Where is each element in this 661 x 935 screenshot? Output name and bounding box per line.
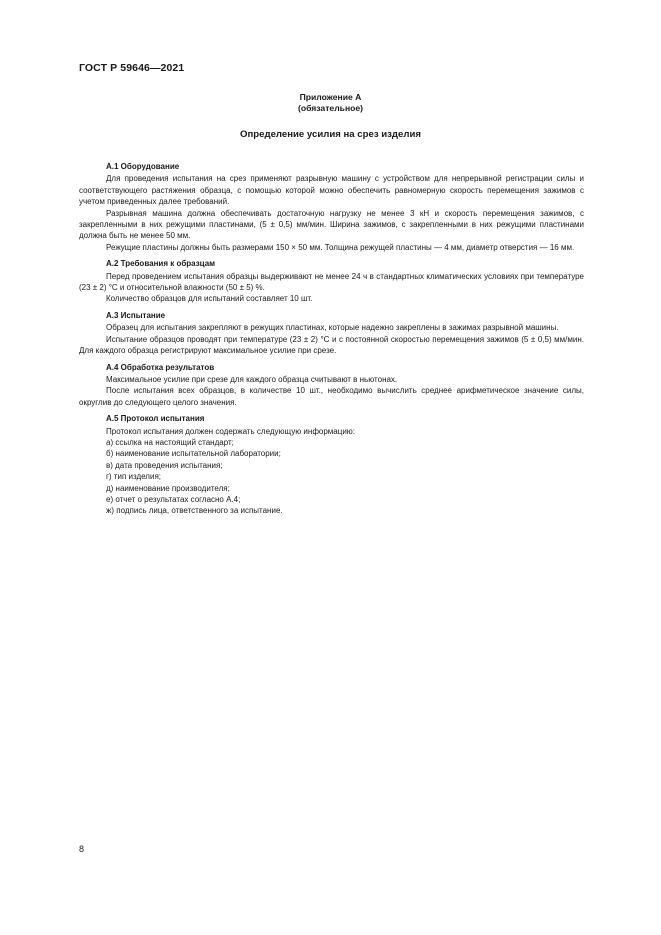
paragraph: После испытания всех образцов, в количестве 10 шт., необходимо вычислить среднее арифметическое значение силы, округлив до следующего целого значения. (79, 386, 584, 407)
paragraph: Образец для испытания закрепляют в режущих пластинах, которые надежно закреплены в зажимах разрывной машины. (106, 323, 559, 333)
list-item: г) тип изделия; (106, 472, 161, 482)
paragraph: Количество образцов для испытаний составляет 10 шт. (106, 294, 313, 304)
document-code: ГОСТ Р 59646—2021 (79, 62, 185, 74)
section-heading-equipment: А.1 Оборудование (106, 162, 180, 171)
section-heading-sample-requirements: А.2 Требования к образцам (106, 259, 216, 269)
paragraph: Испытание образцов проводят при температуре (23 ± 2) °С и с постоянной скоростью перемещения зажимов (5 ± 0,5) мм/мин. Для каждого образца регистрируют максимальное усилие при срезе. (79, 334, 584, 356)
paragraph: Режущие пластины должны быть размерами 150 × 50 мм. Толщина режущей пластины — 4 мм, диаметр отверстия — 16 мм. (106, 242, 575, 252)
list-item: д) наименование производителя; (106, 483, 230, 493)
paragraph: Протокол испытания должен содержать следующую информацию: (106, 426, 356, 436)
appendix-heading (0, 92, 661, 114)
section-heading-test-report: А.5 Протокол испытания (106, 414, 205, 424)
page-number: 8 (79, 844, 85, 854)
list-item: е) отчет о результатах согласно А.4; (106, 494, 241, 504)
section-heading-results-processing: А.4 Обработка результатов (106, 362, 215, 372)
paragraph: Перед проведением испытания образцы выдерживают не менее 24 ч в стандартных климатических условиях при температуре (23 ± 2) °С и относительной влажности (50 ± 5) %. (79, 271, 584, 293)
page-title: Определение усилия на срез изделия (240, 129, 421, 140)
paragraph: Разрывная машина должна обеспечивать достаточную нагрузку не менее 3 кН и скорость перемещения зажимов, с закрепленными в них режущими пластинами, (5 ± 0,5) мм/мин. Ширина зажимов, с закрепленными в них режущими пластинами должна быть не менее 50 мм. (79, 208, 584, 241)
appendix-label: Приложение А (299, 92, 362, 102)
paragraph: Максимальное усилие при срезе для каждого образца считывают в ньютонах. (106, 374, 398, 384)
appendix-status: (обязательное) (297, 103, 364, 113)
document-body (79, 161, 584, 517)
list-item: ж) подпись лица, ответственного за испытание. (106, 506, 283, 516)
list-item: в) дата проведения испытания; (106, 460, 223, 470)
section-heading-test: А.3 Испытание (106, 310, 166, 320)
list-item: б) наименование испытательной лаборатории; (106, 449, 281, 459)
list-item: а) ссылка на настоящий стандарт; (106, 437, 234, 447)
paragraph: Для проведения испытания на срез применяют разрывную машину с устройством для непрерывной регистрации силы и соответствующего растяжения образца, с помощью которой можно обеспечить равномерную скорость перемещения зажимов с учетом приведенных далее требований. (79, 174, 584, 207)
